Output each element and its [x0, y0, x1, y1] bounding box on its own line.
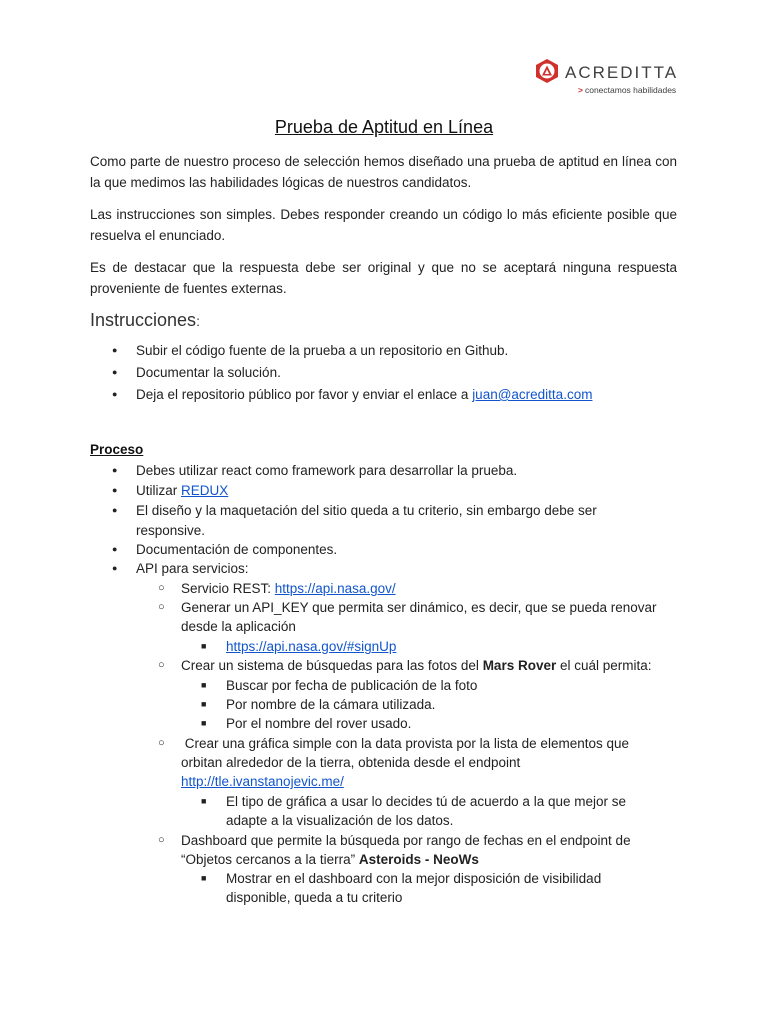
- bullet-icon: ●: [112, 544, 118, 554]
- square-bullet-icon: ■: [201, 718, 207, 728]
- search-subitem-text: Buscar por fecha de publicación de la foto: [226, 678, 478, 693]
- tagline-text: conectamos habilidades: [584, 85, 677, 95]
- instruction-text: Documentar la solución.: [136, 365, 281, 380]
- proceso-item-text: API para servicios:: [136, 561, 249, 576]
- bullet-icon: ●: [112, 389, 118, 399]
- intro-paragraph-1: Como parte de nuestro proceso de selección hemos diseñado una prueba de aptitud en línea con la que medimos las habilidades lógicas de nuestros candidatos.: [90, 154, 677, 190]
- page-title: Prueba de Aptitud en Línea: [274, 117, 494, 137]
- api-subitem-text: Generar un API_KEY que permita ser dinámico, es decir, que se pueda renovar: [181, 600, 657, 615]
- circle-bullet-icon: ○: [158, 834, 165, 846]
- circle-bullet-icon: ○: [158, 659, 165, 671]
- search-subitem-text: Por nombre de la cámara utilizada.: [226, 697, 436, 712]
- bullet-icon: ●: [112, 367, 118, 377]
- bullet-icon: ●: [112, 505, 118, 515]
- proceso-item-text: Documentación de componentes.: [136, 542, 338, 557]
- logo-tagline: [578, 85, 676, 95]
- square-bullet-icon: ■: [201, 641, 207, 651]
- proceso-item-text: Debes utilizar react como framework para desarrollar la prueba.: [136, 463, 518, 478]
- api-subitem-text-cont: [181, 850, 479, 870]
- proceso-item-text: El diseño y la maquetación del sitio queda a tu criterio, sin embargo debe ser: [136, 503, 597, 518]
- dashboard-subitem-text-cont: disponible, queda a tu criterio: [226, 890, 403, 905]
- nasa-api-link[interactable]: https://api.nasa.gov/: [274, 581, 396, 596]
- logo-brand-text: ACREDITTA: [565, 63, 679, 82]
- api-subitem-text: [181, 579, 396, 599]
- api-subitem-text-cont: desde la aplicación: [181, 619, 296, 634]
- api-subitem-text: [181, 656, 652, 676]
- rest-prefix: Servicio REST:: [181, 581, 275, 596]
- tagline-arrow: >: [578, 85, 583, 95]
- circle-bullet-icon: ○: [158, 601, 165, 613]
- instruction-text-prefix: Deja el repositorio público por favor y enviar el enlace a: [136, 387, 473, 402]
- square-bullet-icon: ■: [201, 796, 207, 806]
- instructions-heading: [90, 310, 200, 331]
- mars-rover-text: Mars Rover: [482, 658, 557, 673]
- search-suffix: el cuál permita:: [556, 658, 652, 673]
- search-subitem-text: Por el nombre del rover usado.: [226, 716, 412, 731]
- redux-link[interactable]: REDUX: [181, 483, 229, 498]
- circle-bullet-icon: ○: [158, 737, 165, 749]
- email-link[interactable]: juan@acreditta.com: [472, 387, 593, 402]
- instruction-text: [136, 385, 592, 405]
- bullet-icon: ●: [112, 345, 118, 355]
- square-bullet-icon: ■: [201, 699, 207, 709]
- square-bullet-icon: ■: [201, 873, 207, 883]
- asteroids-neows-text: Asteroids - NeoWs: [358, 852, 479, 867]
- search-prefix: Crear un sistema de búsquedas para las fotos del: [181, 658, 483, 673]
- nasa-signup-link[interactable]: https://api.nasa.gov/#signUp: [226, 639, 397, 654]
- instructions-heading-text: Instrucciones: [90, 310, 197, 330]
- proceso-item-text: [136, 481, 228, 501]
- dash-prefix: “Objetos cercanos a la tierra”: [181, 852, 359, 867]
- api-subitem-text-cont: orbitan alrededor de la tierra, obtenida desde el endpoint: [181, 755, 521, 770]
- acreditta-logo-icon: [534, 58, 560, 84]
- instruction-text: Subir el código fuente de la prueba a un repositorio en Github.: [136, 343, 509, 358]
- square-bullet-icon: ■: [201, 680, 207, 690]
- api-subitem-text: Crear una gráfica simple con la data provista por la lista de elementos que: [181, 736, 629, 751]
- intro-paragraph-2: Las instrucciones son simples. Debes responder creando un código lo más eficiente posible que resuelva el enunciado.: [90, 207, 677, 243]
- intro-paragraph-3: Es de destacar que la respuesta debe ser original y que no se aceptará ninguna respuesta proveniente de fuentes externas.: [90, 260, 677, 296]
- proceso-heading: Proceso: [90, 442, 144, 457]
- dashboard-subitem-text: Mostrar en el dashboard con la mejor disposición de visibilidad: [226, 871, 602, 886]
- chart-subitem-text-cont: adapte a la visualización de los datos.: [226, 813, 454, 828]
- bullet-icon: ●: [112, 465, 118, 475]
- api-subitem-text: Dashboard que permite la búsqueda por rango de fechas en el endpoint de: [181, 833, 631, 848]
- circle-bullet-icon: ○: [158, 582, 165, 594]
- proceso-item2-prefix: Utilizar: [136, 483, 182, 498]
- bullet-icon: ●: [112, 485, 118, 495]
- tle-endpoint-link[interactable]: http://tle.ivanstanojevic.me/: [181, 774, 344, 789]
- bullet-icon: ●: [112, 563, 118, 573]
- instructions-heading-colon: :: [196, 313, 200, 329]
- chart-subitem-text: El tipo de gráfica a usar lo decides tú de acuerdo a la que mejor se: [226, 794, 626, 809]
- proceso-item-text-cont: responsive.: [136, 523, 206, 538]
- acreditta-logo: [534, 58, 679, 100]
